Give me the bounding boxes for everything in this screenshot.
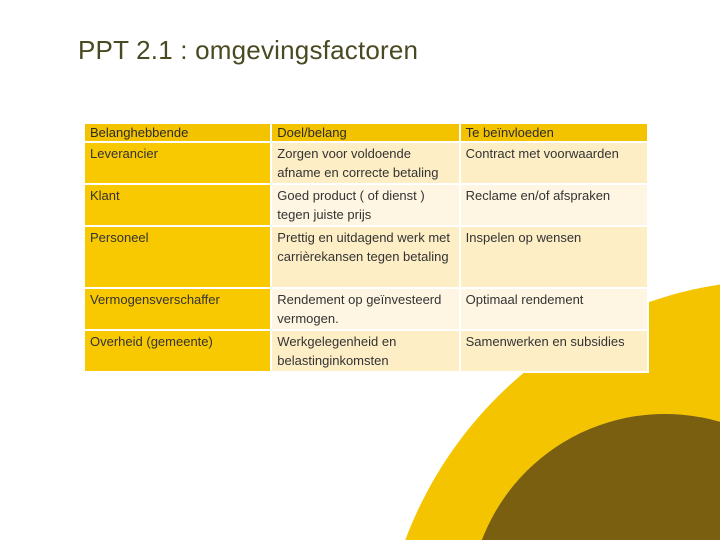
table-row [84, 226, 648, 288]
cell-influence: Inspelen op wensen [460, 226, 648, 288]
cell-stakeholder: Overheid (gemeente) [84, 330, 271, 372]
table-row [84, 330, 648, 372]
table-header-row [84, 123, 648, 142]
table-row [84, 184, 648, 226]
table-row [84, 288, 648, 330]
cell-influence: Optimaal rendement [460, 288, 648, 330]
stakeholder-table [83, 122, 649, 373]
cell-goal: Prettig en uitdagend werk met carrièrekansen tegen betaling [271, 226, 459, 288]
cell-influence: Samenwerken en subsidies [460, 330, 648, 372]
cell-stakeholder: Klant [84, 184, 271, 226]
cell-stakeholder: Vermogensverschaffer [84, 288, 271, 330]
cell-stakeholder: Leverancier [84, 142, 271, 184]
cell-goal: Zorgen voor voldoende afname en correcte betaling [271, 142, 459, 184]
cell-goal: Werkgelegenheid en belastinginkomsten [271, 330, 459, 372]
cell-goal: Goed product ( of dienst ) tegen juiste prijs [271, 184, 459, 226]
cell-stakeholder: Personeel [84, 226, 271, 288]
header-cell-stakeholder: Belanghebbende [84, 123, 271, 142]
table-row [84, 142, 648, 184]
cell-goal: Rendement op geïnvesteerd vermogen. [271, 288, 459, 330]
cell-influence: Contract met voorwaarden [460, 142, 648, 184]
slide-title: PPT 2.1 : omgevingsfactoren [78, 35, 419, 65]
header-cell-influence: Te beïnvloeden [460, 123, 648, 142]
header-cell-goal: Doel/belang [271, 123, 459, 142]
cell-influence: Reclame en/of afspraken [460, 184, 648, 226]
